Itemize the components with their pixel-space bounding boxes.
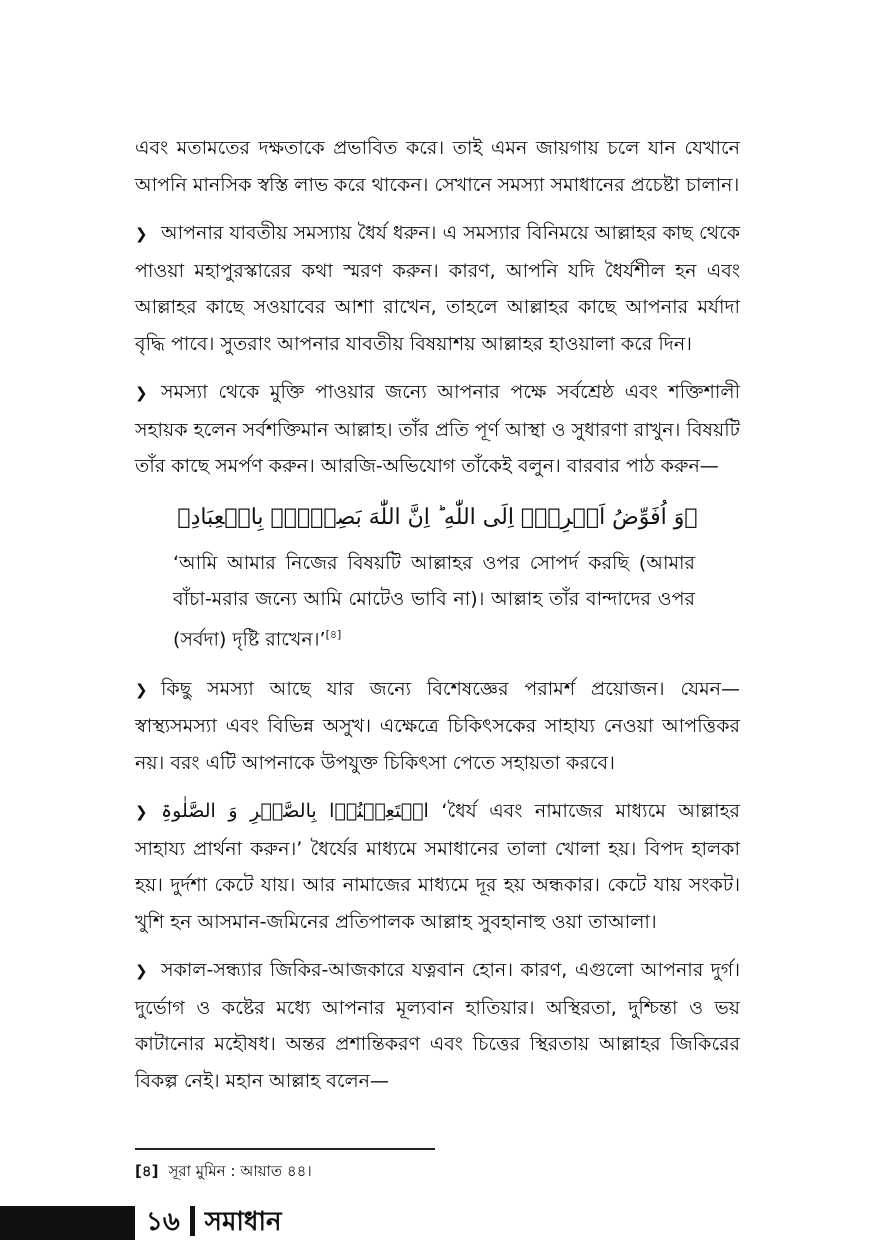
bullet-paragraph-2	[135, 215, 740, 362]
bullet-paragraph-6	[135, 952, 740, 1099]
bullet-paragraph-5	[135, 793, 740, 940]
paragraph-6-text: সকাল-সন্ধ্যার জিকির-আজকারে যত্নবান হোন। কারণ, এগুলো আপনার দুর্গ। দুর্ভোগ ও কষ্টের মধ্যে আপনার মূল্যবান হাতিয়ার। অস্থিরতা, দুশ্চিন্তা ও ভয় কাটানোর মহৌষধ। অন্তর প্রশান্তিকরণ এবং চিত্তের স্থিরতায় আল্লাহর জিকিরের বিকল্প নেই। মহান আল্লাহ বলেন—	[135, 959, 740, 1092]
bullet-paragraph-3	[135, 374, 740, 485]
footnote-reference: [৪]	[325, 627, 342, 641]
verse-translation-text: ‘আমি আমার নিজের বিষয়টি আল্লাহর ওপর সোপর্দ করছি (আমার বাঁচা-মরার জন্যে আমি মোটেও ভাবি না)। আল্লাহ তাঁর বান্দাদের ওপর (সর্বদা) দৃষ্টি রাখেন।’	[173, 551, 695, 650]
paragraph-1: এবং মতামতের দক্ষতাকে প্রভাবিত করে। তাই এমন জায়গায় চলে যান যেখানে আপনি মানসিক স্বস্তি লাভ করে থাকেন। সেখানে সমস্যা সমাধানের প্রচেষ্টা চালান।	[135, 137, 740, 196]
footer-divider	[190, 1206, 195, 1236]
paragraph-4-text: কিছু সমস্যা আছে যার জন্যে বিশেষজ্ঞের পরামর্শ প্রয়োজন। যেমন—স্বাস্থ্যসমস্যা এবং বিভিন্ন অসুখ। এক্ষেত্রে চিকিৎসকের সাহায্য নেওয়া আপত্তিকর নয়। বরং এটি আপনাকে উপযুক্ত চিকিৎসা পেতে সহায়তা করবে।	[135, 677, 740, 774]
bullet-paragraph-4	[135, 671, 740, 782]
bullet-arrow-icon: ❯	[135, 803, 148, 822]
arabic-verse: ﴿وَ اُفَوِّضُ اَمۡرِیۡۤ اِلَی اللّٰهِ ؕ اِنَّ اللّٰهَ بَصِیۡرٌۢ بِالۡعِبَادِ﴾	[177, 504, 698, 530]
page-body	[135, 130, 740, 1111]
bullet-arrow-icon: ❯	[135, 384, 148, 402]
footnote-divider	[135, 1148, 435, 1150]
paragraph-3-text: সমস্যা থেকে মুক্তি পাওয়ার জন্যে আপনার পক্ষে সর্বশ্রেষ্ঠ এবং শক্তিশালী সহায়ক হলেন সর্বশক্তিমান আল্লাহ। তাঁর প্রতি পূর্ণ আস্থা ও সুধারণা রাখুন। বিষয়টি তাঁর কাছে সমর্পণ করুন। আরজি-অভিযোগ তাঁকেই বলুন। বারবার পাঠ করুন—	[135, 381, 740, 477]
bullet-arrow-icon: ❯	[135, 680, 148, 699]
paragraph-5-arabic: اسۡتَعِیۡنُوۡا بِالصَّبۡرِ وَ الصَّلٰوۃِ	[161, 800, 429, 823]
footer-black-bar	[0, 1206, 135, 1240]
footnote-mark: [৪]	[135, 1162, 159, 1180]
bullet-arrow-icon: ❯	[135, 225, 148, 243]
verse-translation	[173, 545, 695, 657]
bullet-arrow-icon: ❯	[135, 962, 148, 981]
footnote	[135, 1160, 312, 1182]
footnote-text: সূরা মুমিন : আয়াত ৪৪।	[168, 1162, 312, 1180]
paragraph-2-text: আপনার যাবতীয় সমস্যায় ধৈর্য ধরুন। এ সমস্যার বিনিময়ে আল্লাহর কাছ থেকে পাওয়া মহাপুরস্কারের কথা স্মরণ করুন। কারণ, আপনি যদি ধৈর্যশীল হন এবং আল্লাহর কাছে সওয়াবের আশা রাখেন, তাহলে আল্লাহর কাছে আপনার মর্যাদা বৃদ্ধি পাবে। সুতরাং আপনার যাবতীয় বিষয়াশয় আল্লাহর হাওয়ালা করে দিন।	[135, 222, 740, 355]
book-title: সমাধান	[204, 1207, 282, 1237]
paragraph-5-text: ‘ধৈর্য এবং নামাজের মাধ্যমে আল্লাহর সাহায্য প্রার্থনা করুন।’ ধৈর্যের মাধ্যমে সমাধানের তালা খোলা হয়। বিপদ হালকা হয়। দুর্দশা কেটে যায়। আর নামাজের মাধ্যমে দূর হয় অন্ধকার। কেটে যায় সংকট। খুশি হন আসমান-জমিনের প্রতিপালক আল্লাহ সুবহানাহু ওয়া তাআলা।	[135, 800, 741, 933]
page-footer	[146, 1203, 282, 1241]
page-number: ১৬	[146, 1207, 180, 1237]
